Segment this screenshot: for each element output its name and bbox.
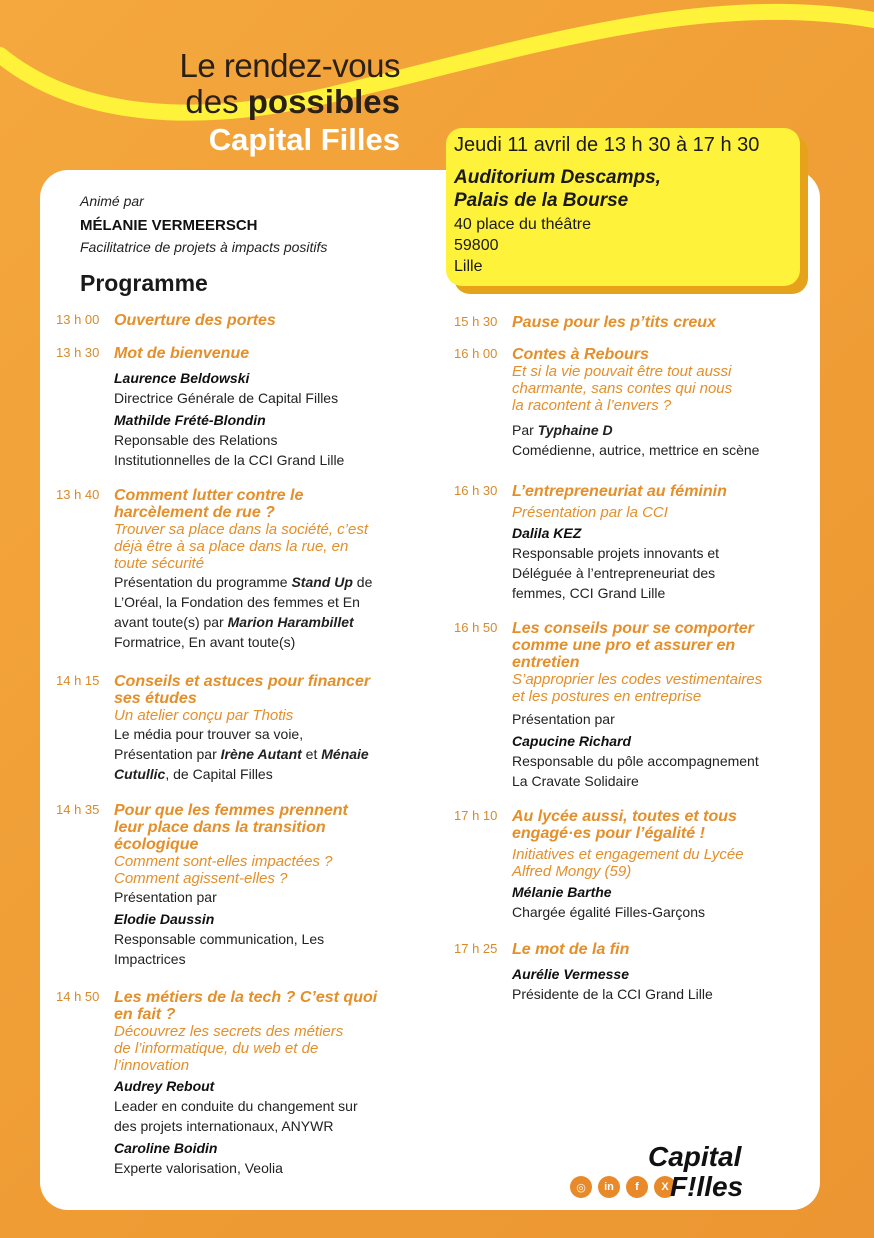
linkedin-icon[interactable]: in <box>598 1176 620 1198</box>
host-name: MÉLANIE VERMEERSCH <box>80 217 258 234</box>
host-block <box>80 193 327 255</box>
programme-title: Programme <box>80 270 208 296</box>
instagram-icon[interactable]: ◎ <box>570 1176 592 1198</box>
x-icon[interactable]: X <box>654 1176 676 1198</box>
hero-line-3: Capital Filles <box>208 122 400 157</box>
event-venue: Auditorium Descamps, Palais de la Bourse <box>454 167 661 211</box>
host-label: Animé par <box>80 193 144 209</box>
event-info-box <box>446 128 800 286</box>
hero-title <box>0 48 400 160</box>
event-date: Jeudi 11 avril de 13 h 30 à 17 h 30 <box>454 134 760 156</box>
host-role: Facilitatrice de projets à impacts positifs <box>80 239 328 255</box>
capital-filles-logo: Capital F!lles <box>648 1141 744 1202</box>
event-address: 40 place du théâtre 59800 Lille <box>454 216 591 275</box>
hero-line-1: Le rendez-vous <box>179 47 400 84</box>
facebook-icon[interactable]: f <box>626 1176 648 1198</box>
hero-line-2: des possibles <box>185 83 400 120</box>
